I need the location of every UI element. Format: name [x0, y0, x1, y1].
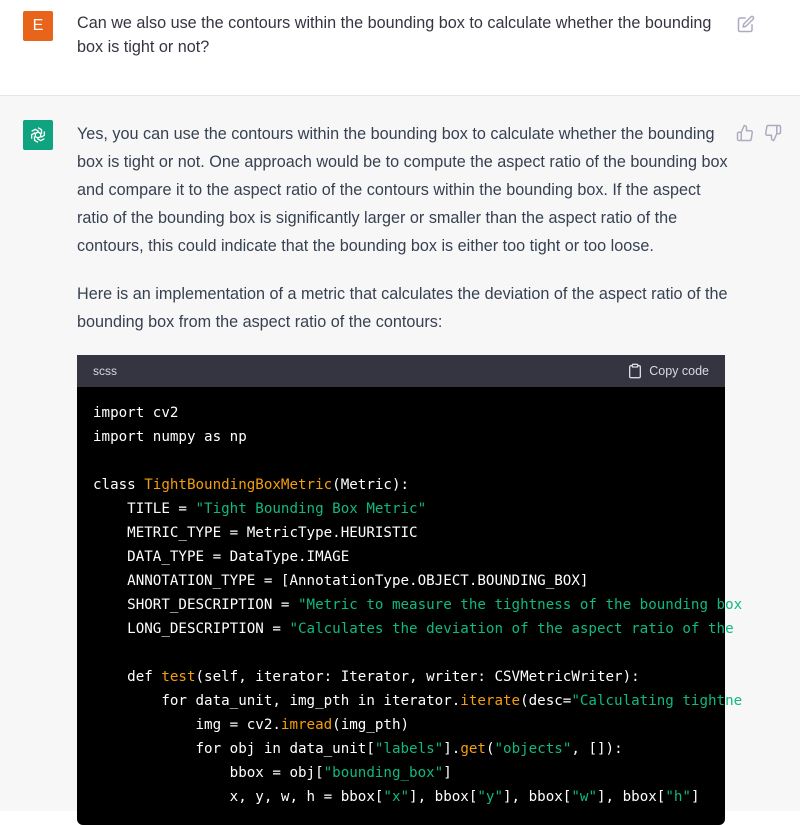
code-token: TITLE =	[93, 501, 196, 517]
code-line	[93, 473, 725, 497]
code-line	[93, 497, 725, 521]
code-token: TightBoundingBoxMetric	[144, 477, 333, 493]
code-token: bbox = obj[	[93, 765, 324, 781]
code-token: class	[93, 477, 145, 493]
code-token: ANNOTATION_TYPE = [AnnotationType.OBJECT.BOUNDING_BOX]	[93, 573, 589, 589]
user-message-row	[0, 0, 800, 96]
code-line	[93, 617, 734, 641]
code-token: import cv2	[93, 405, 179, 421]
code-token: METRIC_TYPE = MetricType.HEURISTIC	[93, 525, 418, 541]
code-token: SHORT_DESCRIPTION =	[93, 597, 298, 613]
code-line	[93, 425, 725, 449]
assistant-paragraph: Here is an implementation of a metric that calculates the deviation of the aspect ratio of the bounding box from the aspect ratio of the contours:	[77, 285, 728, 331]
code-token: LONG_DESCRIPTION =	[93, 621, 290, 637]
edit-icon[interactable]	[737, 15, 755, 33]
code-line	[93, 545, 725, 569]
code-token: ], bbox[	[409, 789, 478, 805]
openai-logo-icon	[28, 125, 48, 145]
code-content	[93, 401, 743, 809]
code-token: img = cv2.	[93, 717, 281, 733]
code-token: "w"	[571, 789, 597, 805]
code-token: (Metric):	[332, 477, 410, 493]
assistant-paragraph: Yes, you can use the contours within the bounding box to calculate whether the bounding box is tight or not. One approach would be to compute the aspect ratio of the bounding box and compare it to the aspect ratio of the contours within the bounding box. If the aspect ratio of the bounding box is significantly larger or smaller than the aspect ratio of the contours, this could indicate that the bounding box is either too tight or too loose.	[77, 125, 728, 255]
thumbs-down-icon[interactable]	[764, 124, 782, 142]
code-line	[93, 689, 743, 713]
code-line	[93, 713, 725, 737]
copy-code-label: Copy code	[649, 364, 709, 378]
code-token: get	[460, 741, 486, 757]
code-token: "Calculates the deviation of the aspect ratio of the	[289, 621, 734, 637]
clipboard-icon	[627, 363, 643, 379]
code-token: "Metric to measure the tightness of the bounding box	[298, 597, 743, 613]
code-token: "Tight Bounding Box Metric"	[195, 501, 427, 517]
code-token: test	[161, 669, 196, 685]
code-line	[93, 569, 725, 593]
code-token: "x"	[383, 789, 410, 805]
code-line	[93, 641, 725, 665]
code-token: for data_unit, img_pth in iterator.	[93, 693, 461, 709]
code-line	[93, 593, 743, 617]
code-block-header	[77, 355, 725, 387]
code-token: "labels"	[374, 741, 444, 757]
code-language-label: scss	[93, 364, 117, 378]
code-token: for obj in data_unit[	[93, 741, 375, 757]
code-token: def	[93, 669, 162, 685]
code-token: ]	[443, 765, 452, 781]
code-token: x, y, w, h = bbox[	[93, 789, 384, 805]
code-token: , []):	[571, 741, 623, 757]
code-token: import numpy as np	[93, 429, 247, 445]
code-token: ].	[443, 741, 461, 757]
code-line	[93, 761, 725, 785]
code-token: ], bbox[	[503, 789, 572, 805]
code-token: iterate	[460, 693, 521, 709]
code-line	[93, 665, 725, 689]
user-message-text: Can we also use the contours within the bounding box to calculate whether the bounding box is tight or not?	[77, 14, 712, 56]
code-token: "bounding_box"	[323, 765, 444, 781]
code-line	[93, 449, 725, 473]
code-line	[93, 521, 725, 545]
code-token: ], bbox[	[596, 789, 666, 805]
code-token: "Calculating tightne	[571, 693, 743, 709]
code-token: (img_pth)	[332, 717, 410, 733]
code-token: DATA_TYPE = DataType.IMAGE	[93, 549, 350, 565]
code-line	[93, 401, 725, 425]
code-token: (desc=	[520, 693, 572, 709]
assistant-message-row	[0, 96, 800, 811]
copy-code-button[interactable]	[627, 363, 709, 379]
code-token: "y"	[477, 789, 504, 805]
code-token: "objects"	[494, 741, 572, 757]
code-token: "h"	[665, 789, 691, 805]
code-token: (	[485, 741, 495, 757]
thumbs-up-icon[interactable]	[736, 124, 754, 142]
code-block	[77, 355, 743, 825]
code-token: imread	[280, 717, 333, 733]
code-token: (self, iterator: Iterator, writer: CSVMetricWriter):	[195, 669, 640, 685]
code-token: ]	[690, 789, 700, 805]
user-avatar: E	[23, 11, 53, 41]
code-line	[93, 737, 725, 761]
assistant-avatar	[23, 120, 53, 150]
code-line	[93, 785, 725, 809]
